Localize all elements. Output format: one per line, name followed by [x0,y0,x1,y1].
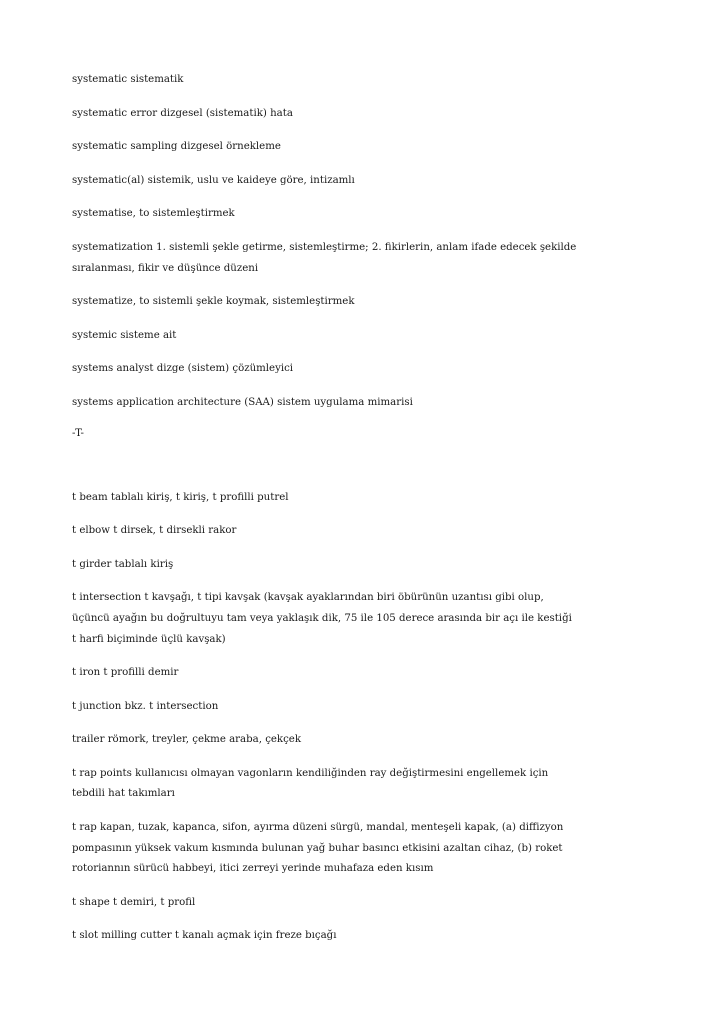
dictionary-entry [72,926,632,947]
document-page [72,70,632,960]
dictionary-entry [72,588,632,650]
entry-line: t rap points kullanıcısı olmayan vagonların kendiliğinden ray değiştirmesini engellemek için [72,767,549,779]
entry-line: systems application architecture (SAA) sistem uygulama mimarisi [72,396,413,408]
dictionary-entry [72,555,632,576]
dictionary-entry [72,359,632,380]
dictionary-entry [72,893,632,914]
dictionary-entry [72,393,632,414]
dictionary-entry [72,521,632,542]
dictionary-entry [72,764,632,805]
entry-line: systematize, to sistemli şekle koymak, sistemleştirmek [72,296,355,308]
dictionary-entry [72,238,632,279]
dictionary-entry [72,663,632,684]
entry-line: üçüncü ayağın bu doğrultuyu tam veya yaklaşık dik, 75 ile 105 derece arasında bir açı ile kestiği [72,612,572,624]
dictionary-entry [72,70,632,91]
entry-line: t shape t demiri, t profil [72,896,196,908]
entry-list-t [72,488,632,948]
entry-line: systemic sisteme ait [72,329,177,341]
dictionary-entry [72,488,632,509]
entry-line: systematization 1. sistemli şekle getirme, sistemleştirme; 2. fikirlerin, anlam ifade edecek şekilde [72,241,577,253]
section-letter: -T- [72,427,85,439]
entry-line: t junction bkz. t intersection [72,700,219,712]
dictionary-entry [72,697,632,718]
entry-line: systematise, to sistemleştirmek [72,208,235,220]
dictionary-entry [72,171,632,192]
entry-line: pompasının yüksek vakum kısmında bulunan yağ buhar basıncı etkisini azaltan cihaz, (b) roket [72,842,563,854]
entry-line: t harfi biçiminde üçlü kavşak) [72,633,226,645]
entry-line: t girder tablalı kiriş [72,558,174,570]
entry-line: trailer römork, treyler, çekme araba, çekçek [72,734,302,746]
entry-line: tebdili hat takımları [72,788,175,800]
dictionary-entry [72,730,632,751]
entry-line: t slot milling cutter t kanalı açmak için freze bıçağı [72,930,337,942]
dictionary-entry [72,137,632,158]
entry-line: t rap kapan, tuzak, kapanca, sifon, ayırma düzeni sürgü, mandal, menteşeli kapak, (a) diffizyon [72,822,564,834]
entry-line: systematic sampling dizgesel örnekleme [72,141,281,153]
entry-line: t beam tablalı kiriş, t kiriş, t profilli putrel [72,491,289,503]
dictionary-entry [72,818,632,880]
entry-line: systems analyst dizge (sistem) çözümleyici [72,363,294,375]
dictionary-entry [72,292,632,313]
entry-list-s [72,70,632,414]
entry-line: rotoriannın sürücü habbeyi, itici zerreyi yerinde muhafaza eden kısım [72,863,434,875]
dictionary-entry [72,326,632,347]
entry-line: t intersection t kavşağı, t tipi kavşak (kavşak ayaklarından biri öbürünün uzantısı gibi olup, [72,592,544,604]
dictionary-entry [72,204,632,225]
entry-line: systematic(al) sistemik, uslu ve kaideye göre, intizamlı [72,174,355,186]
dictionary-entry [72,104,632,125]
entry-line: t elbow t dirsek, t dirsekli rakor [72,525,237,537]
entry-line: systematic error dizgesel (sistematik) hata [72,107,293,119]
entry-line: t iron t profilli demir [72,667,179,679]
entry-line: sıralanması, fikir ve düşünce düzeni [72,262,259,274]
entry-line: systematic sistematik [72,74,184,85]
